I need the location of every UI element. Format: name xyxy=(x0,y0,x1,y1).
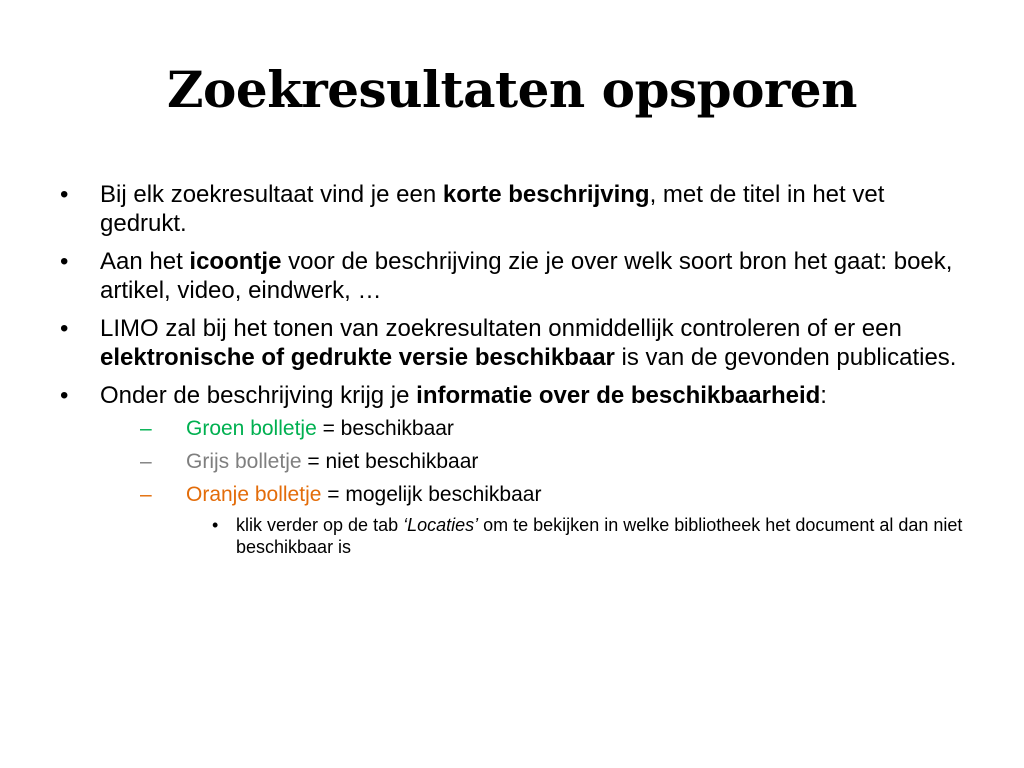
sub-bullet-item-orange xyxy=(140,482,970,558)
green-dot-label: Groen bolletje xyxy=(186,417,317,440)
slide-content xyxy=(60,180,970,558)
bullet-text: : xyxy=(820,382,827,409)
bullet-text: Bij elk zoekresultaat vind je een xyxy=(100,181,443,208)
sub-bullet-text: = beschikbaar xyxy=(316,417,454,440)
sub-bullet-item-gray xyxy=(140,449,970,475)
bullet-bold-text: icoontje xyxy=(189,248,282,275)
bullet-item xyxy=(60,381,970,558)
sub-sub-bullet-text: klik verder op de tab xyxy=(236,515,404,535)
bullet-bold-text: korte beschrijving xyxy=(442,181,650,208)
bullet-text: Onder de beschrijving krijg je xyxy=(100,382,417,409)
bullet-icon: • xyxy=(60,181,69,208)
dash-icon: – xyxy=(140,417,152,440)
bullet-icon: • xyxy=(60,315,69,342)
bullet-text: LIMO zal bij het tonen van zoekresultaten onmiddellijk controleren of er een xyxy=(100,315,902,342)
sub-bullet-text: = niet beschikbaar xyxy=(301,450,479,473)
locaties-tab-name: ‘Locaties’ xyxy=(403,515,479,535)
sub-sub-bullet-list xyxy=(186,514,970,558)
dash-icon: – xyxy=(140,450,152,473)
bullet-icon: • xyxy=(212,515,219,535)
bullet-icon: • xyxy=(60,248,69,275)
dash-icon: – xyxy=(140,483,152,506)
orange-dot-label: Oranje bolletje xyxy=(186,483,322,506)
bullet-text: is van de gevonden publicaties. xyxy=(614,344,957,371)
sub-bullet-item-green xyxy=(140,416,970,442)
sub-sub-bullet-item xyxy=(206,514,970,558)
bullet-text: Aan het xyxy=(100,248,190,275)
slide-title: Zoekresultaten opsporen xyxy=(167,60,857,119)
sub-bullet-list xyxy=(100,416,970,558)
bullet-icon: • xyxy=(60,382,69,409)
bullet-text: , met de titel in het vet gedrukt. xyxy=(100,181,885,237)
bullet-bold-text: informatie over de beschikbaarheid xyxy=(416,382,821,409)
gray-dot-label: Grijs bolletje xyxy=(186,450,302,473)
sub-bullet-text: = mogelijk beschikbaar xyxy=(321,483,542,506)
bullet-item xyxy=(60,314,970,372)
bullet-item xyxy=(60,247,970,305)
bullet-list xyxy=(60,180,970,558)
bullet-bold-text: elektronische of gedrukte versie beschikbaar xyxy=(100,344,615,371)
bullet-text: voor de beschrijving zie je over welk soort bron het gaat: boek, artikel, video, eindwerk, … xyxy=(100,248,953,304)
sub-sub-bullet-text: om te bekijken in welke bibliotheek het document al dan niet beschikbaar is xyxy=(236,515,963,557)
bullet-item xyxy=(60,180,970,238)
